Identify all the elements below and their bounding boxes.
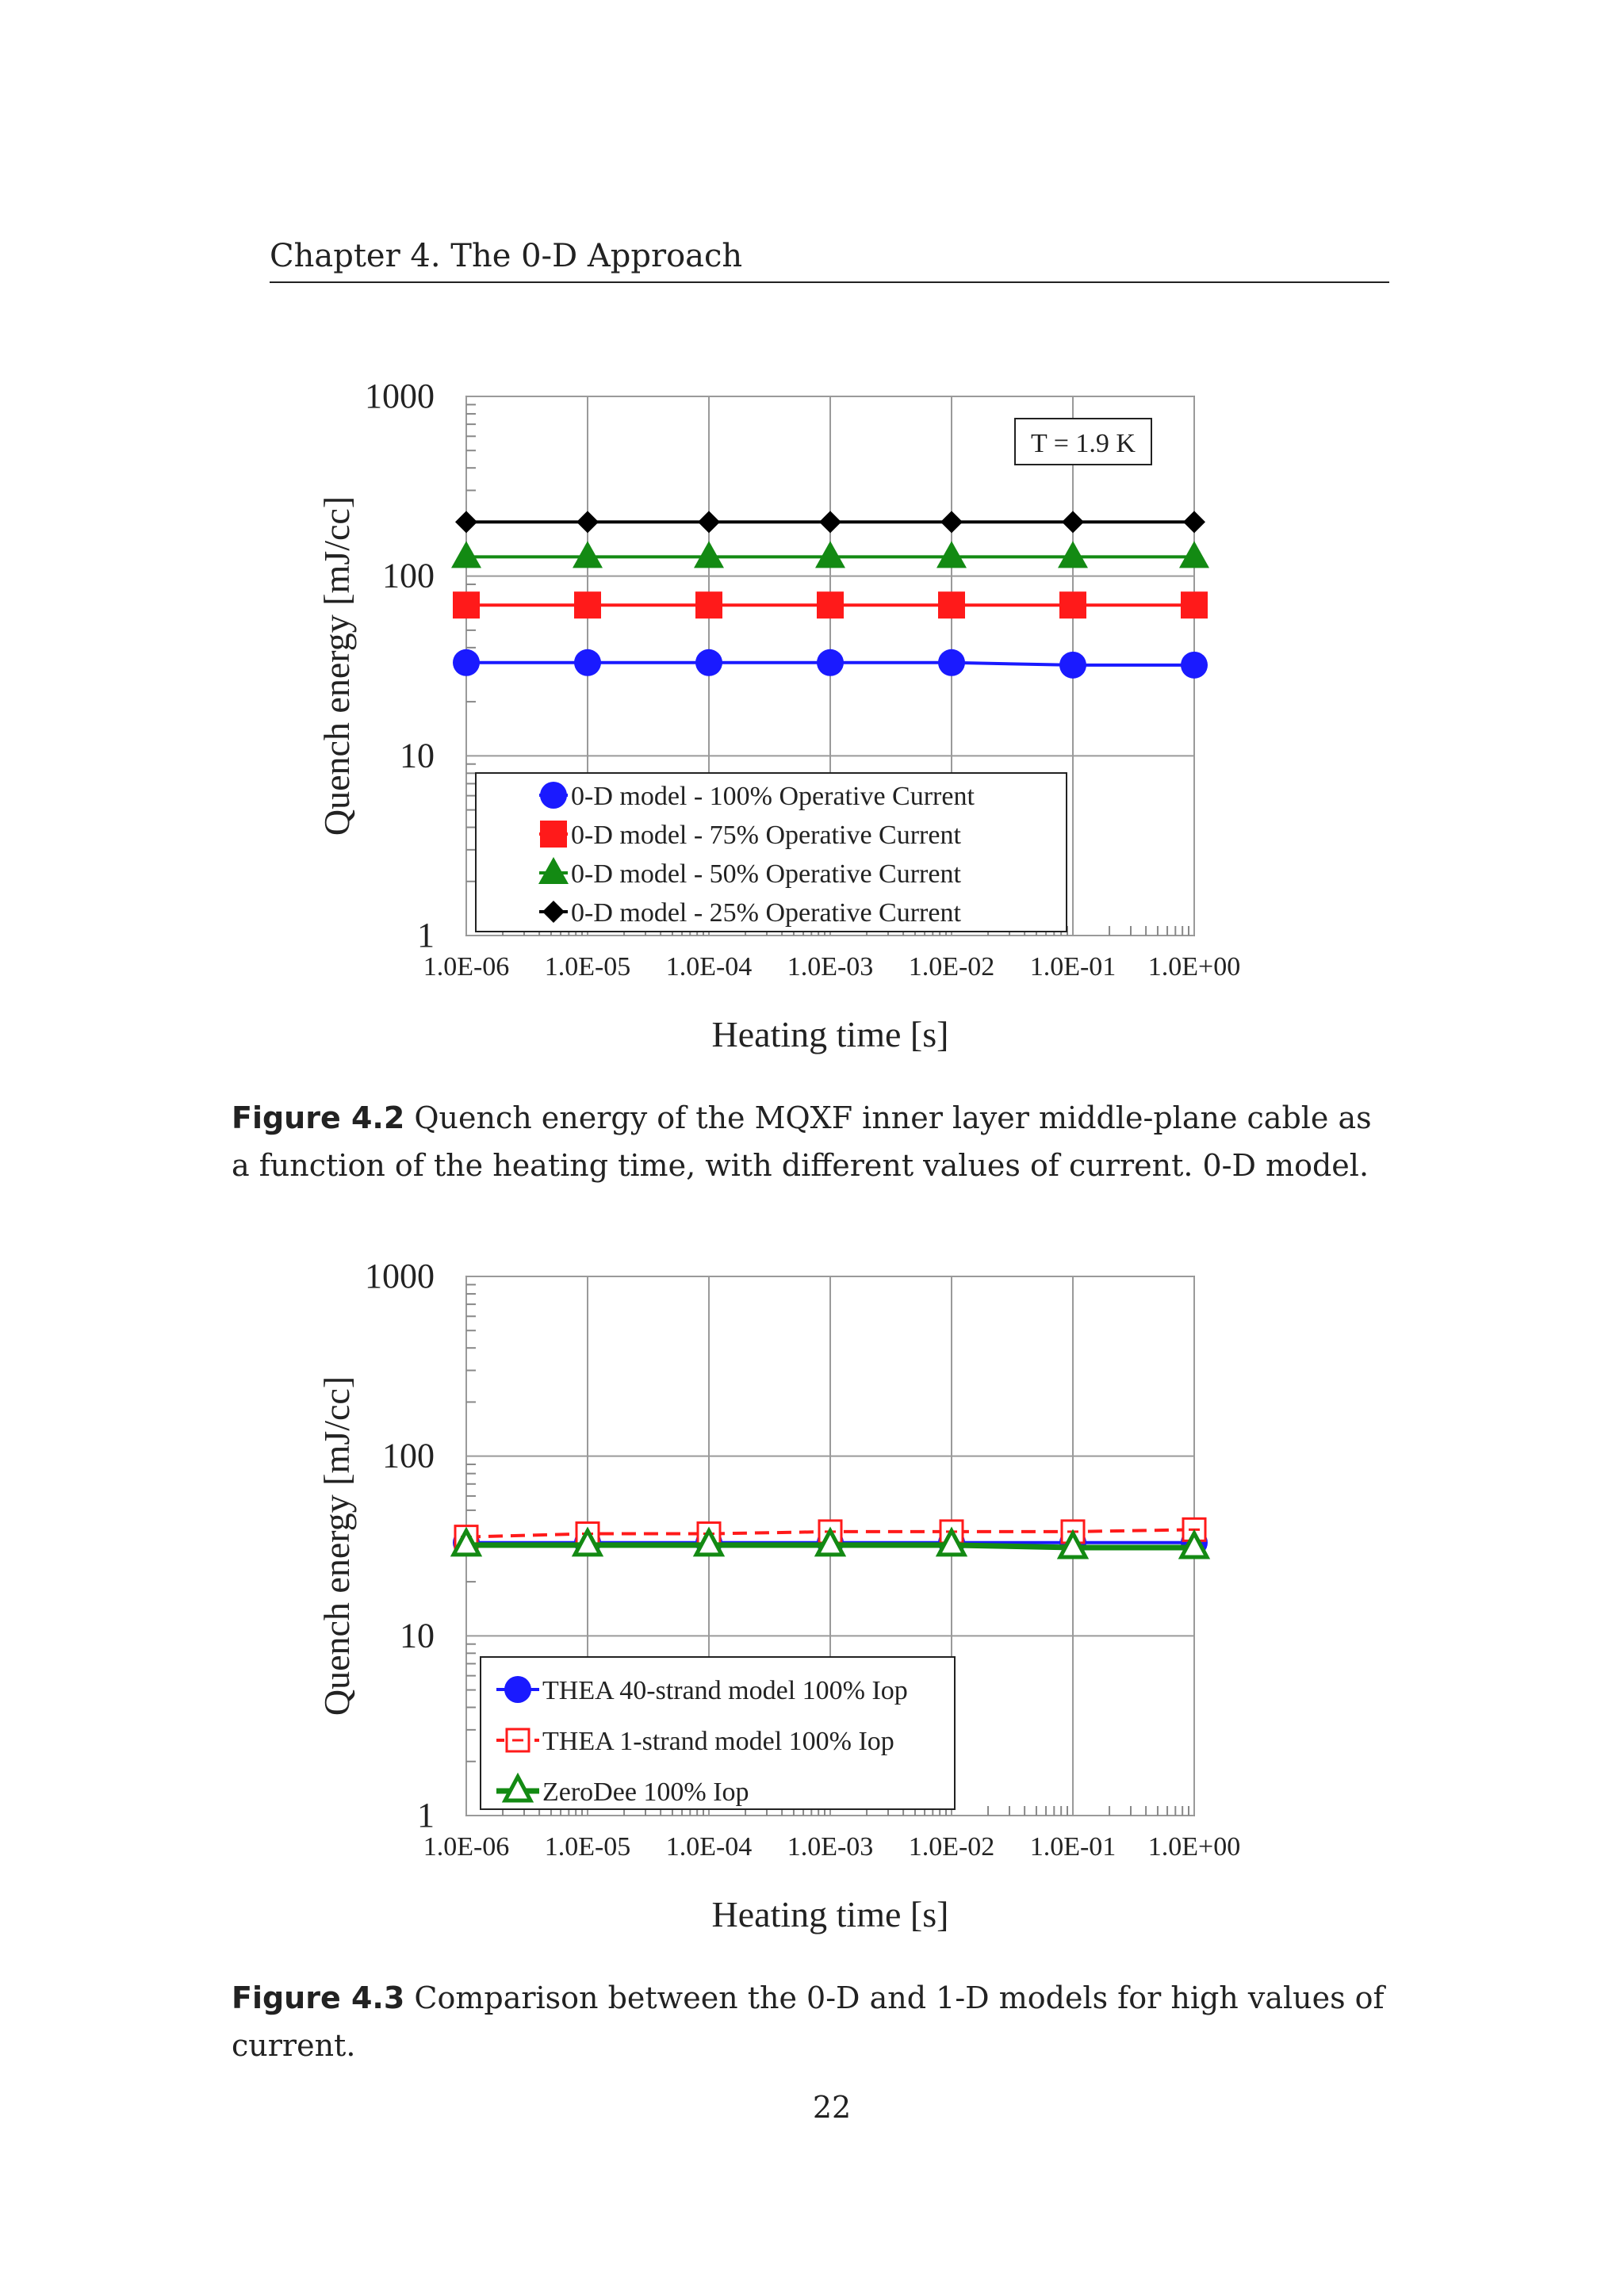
legend-label: 0-D model - 50% Operative Current <box>571 859 961 889</box>
legend-label: 0-D model - 25% Operative Current <box>571 898 961 928</box>
data-point-square <box>540 821 567 848</box>
x-tick-label: 1.0E-01 <box>1029 1832 1116 1862</box>
data-point-square <box>1059 591 1086 618</box>
legend <box>481 1657 955 1809</box>
x-tick-labels <box>423 1832 1241 1862</box>
data-point-circle <box>817 649 844 676</box>
y-tick-label: 10 <box>400 736 435 775</box>
legend-label: ZeroDee 100% Iop <box>542 1777 749 1807</box>
data-point-circle <box>540 782 567 809</box>
x-tick-label: 1.0E+00 <box>1147 952 1241 982</box>
y-tick-labels <box>365 377 435 955</box>
data-point-circle <box>1059 652 1086 679</box>
legend-item <box>538 857 961 889</box>
legend-label: THEA 40-strand model 100% Iop <box>542 1676 908 1705</box>
data-point-square <box>695 591 722 618</box>
page-number: 22 <box>812 2090 852 2125</box>
header-rule <box>270 281 1389 283</box>
legend-label: THEA 1-strand model 100% Iop <box>542 1727 894 1756</box>
y-axis-label: Quench energy [mJ/cc] <box>316 496 357 836</box>
figure-caption-4-3 <box>232 1974 1389 2069</box>
legend-item <box>539 898 961 928</box>
figure-caption-4-2 <box>232 1094 1389 1189</box>
figure-label: Figure 4.3 <box>232 1980 405 2015</box>
y-tick-label: 100 <box>382 556 435 595</box>
figure-caption-text: Comparison between the 0-D and 1-D models for high values of current. <box>232 1980 1385 2063</box>
x-tick-label: 1.0E-06 <box>423 952 510 982</box>
data-point-circle <box>574 649 601 676</box>
x-tick-label: 1.0E-05 <box>544 952 631 982</box>
data-point-square <box>817 591 844 618</box>
annotation-text: T = 1.9 K <box>1031 429 1136 458</box>
legend-item <box>496 1676 908 1705</box>
y-tick-label: 1 <box>417 916 435 955</box>
y-tick-label: 1 <box>417 1796 435 1835</box>
legend-label: 0-D model - 100% Operative Current <box>571 782 975 811</box>
x-axis-label: Heating time [s] <box>711 1894 949 1934</box>
x-tick-label: 1.0E-02 <box>908 952 995 982</box>
legend-item <box>539 782 975 811</box>
running-header: Chapter 4. The 0-D Approach <box>270 238 743 274</box>
x-tick-label: 1.0E-04 <box>665 1832 753 1862</box>
x-tick-label: 1.0E-02 <box>908 1832 995 1862</box>
y-tick-label: 1000 <box>365 1257 435 1295</box>
x-tick-label: 1.0E-04 <box>665 952 753 982</box>
legend <box>476 773 1067 932</box>
x-tick-label: 1.0E-05 <box>544 1832 631 1862</box>
chart-quench-energy-comparison <box>0 1237 1624 1950</box>
x-tick-label: 1.0E-03 <box>787 1832 874 1862</box>
x-tick-label: 1.0E-01 <box>1029 952 1116 982</box>
temperature-annotation <box>1015 419 1151 465</box>
data-point-circle <box>504 1676 531 1703</box>
data-point-square <box>453 591 480 618</box>
figure-label: Figure 4.2 <box>232 1100 405 1135</box>
x-axis-label: Heating time [s] <box>711 1014 949 1054</box>
y-axis-label: Quench energy [mJ/cc] <box>316 1376 357 1716</box>
y-tick-label: 1000 <box>365 377 435 415</box>
x-tick-labels <box>423 952 1241 982</box>
data-point-circle <box>938 649 965 676</box>
legend-item <box>539 821 961 850</box>
x-tick-label: 1.0E-06 <box>423 1832 510 1862</box>
data-point-circle <box>695 649 722 676</box>
x-tick-label: 1.0E-03 <box>787 952 874 982</box>
data-point-square <box>574 591 601 618</box>
legend-label: 0-D model - 75% Operative Current <box>571 821 961 850</box>
data-point-square <box>938 591 965 618</box>
y-tick-labels <box>365 1257 435 1835</box>
legend-item <box>496 1727 894 1756</box>
x-tick-label: 1.0E+00 <box>1147 1832 1241 1862</box>
chart-quench-energy-0d <box>0 357 1624 1070</box>
data-point-square <box>1181 591 1208 618</box>
figure-caption-text: Quench energy of the MQXF inner layer middle-plane cable as a function of the heating time, with different values of current. 0-D model. <box>232 1100 1372 1183</box>
y-tick-label: 100 <box>382 1436 435 1475</box>
data-point-circle <box>453 649 480 676</box>
y-tick-label: 10 <box>400 1616 435 1655</box>
data-point-circle <box>1181 652 1208 679</box>
